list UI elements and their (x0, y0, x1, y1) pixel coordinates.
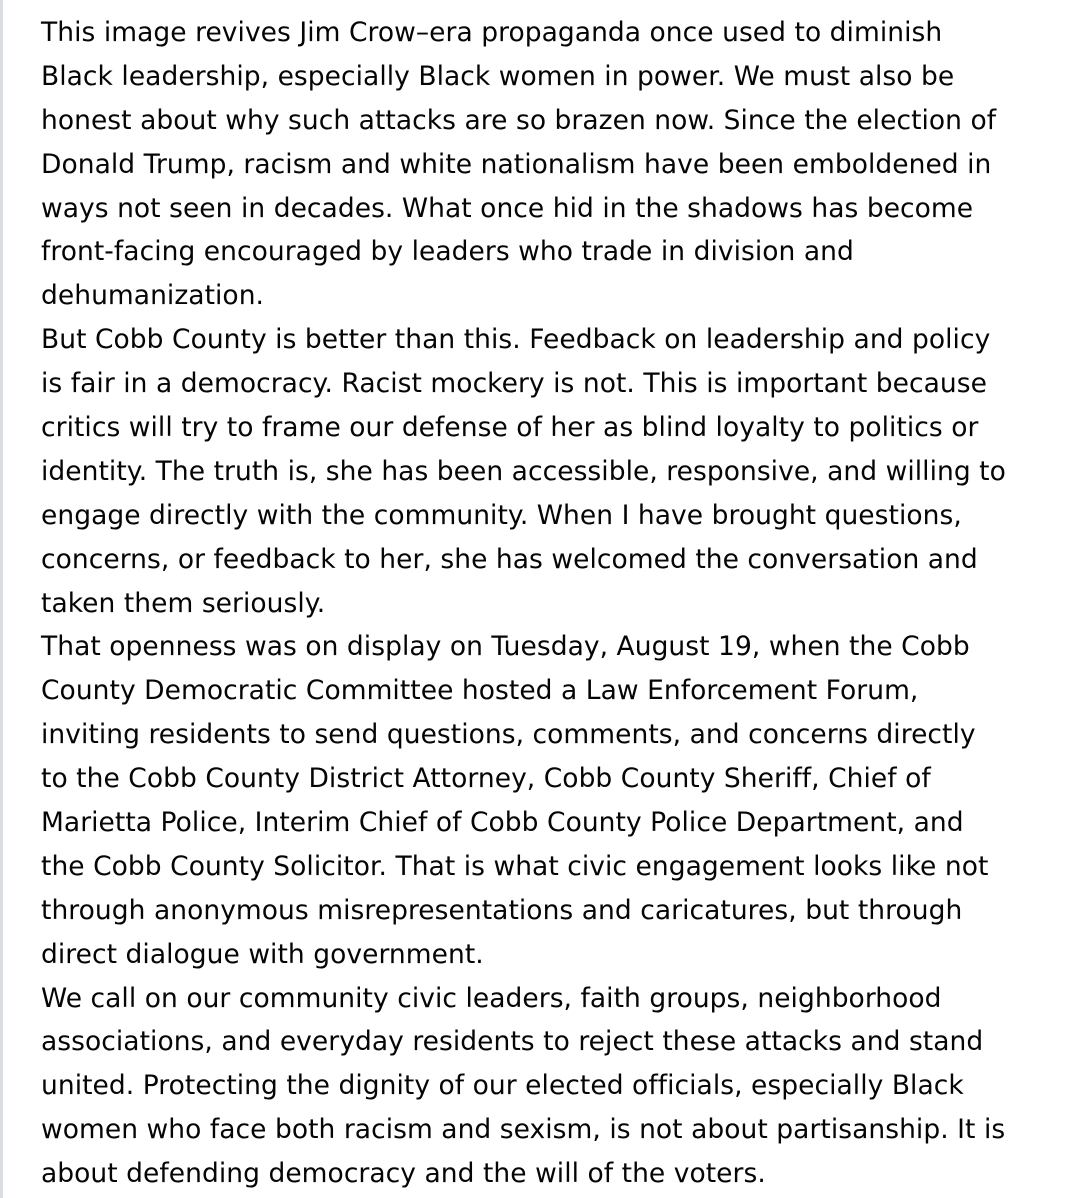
post-text-line: But Cobb County is better than this. Feedback on leadership and policy (41, 324, 991, 356)
post-text-line: direct dialogue with government. (41, 938, 484, 970)
post-text-line: We call on our community civic leaders, faith groups, neighborhood (41, 982, 942, 1014)
post-text-line: Black leadership, especially Black women in power. We must also be (41, 60, 955, 92)
post-text-line: dehumanization. (41, 280, 265, 312)
post-text-line: critics will try to frame our defense of her as blind loyalty to politics or (41, 412, 979, 444)
left-border-divider (0, 0, 3, 1198)
post-text-line: is fair in a democracy. Racist mockery is not. This is important because (41, 368, 987, 400)
post-text-line: through anonymous misrepresentations and caricatures, but through (41, 894, 963, 926)
post-text-line: Donald Trump, racism and white nationalism have been emboldened in (41, 148, 992, 180)
post-text-line: inviting residents to send questions, comments, and concerns directly (41, 719, 976, 751)
post-text-line: That openness was on display on Tuesday, August 19, when the Cobb (41, 631, 970, 663)
post-text-line: concerns, or feedback to her, she has welcomed the conversation and (41, 543, 978, 575)
post-text-line: to the Cobb County District Attorney, Cobb County Sheriff, Chief of (41, 763, 931, 795)
post-body-text (41, 11, 1074, 1196)
post-text-line: women who face both racism and sexism, is not about partisanship. It is (41, 1114, 1006, 1146)
post-text-line: honest about why such attacks are so brazen now. Since the election of (41, 104, 997, 136)
post-text-line: taken them seriously. (41, 587, 326, 619)
post-text-line: united. Protecting the dignity of our elected officials, especially Black (41, 1070, 964, 1102)
post-text-line: engage directly with the community. When I have brought questions, (41, 499, 962, 531)
post-text-line: Marietta Police, Interim Chief of Cobb County Police Department, and (41, 807, 964, 839)
post-text-line: associations, and everyday residents to reject these attacks and stand (41, 1026, 984, 1058)
post-text-line: front-facing encouraged by leaders who trade in division and (41, 236, 854, 268)
post-text-line: ways not seen in decades. What once hid in the shadows has become (41, 192, 974, 224)
post-text-line: about defending democracy and the will of the voters. (41, 1158, 766, 1190)
post-text-line: identity. The truth is, she has been accessible, responsive, and willing to (41, 455, 1006, 487)
post-text-line: This image revives Jim Crow–era propaganda once used to diminish (41, 17, 943, 48)
post-text-line: the Cobb County Solicitor. That is what civic engagement looks like not (41, 850, 989, 882)
post-text-line: County Democratic Committee hosted a Law Enforcement Forum, (41, 675, 919, 707)
